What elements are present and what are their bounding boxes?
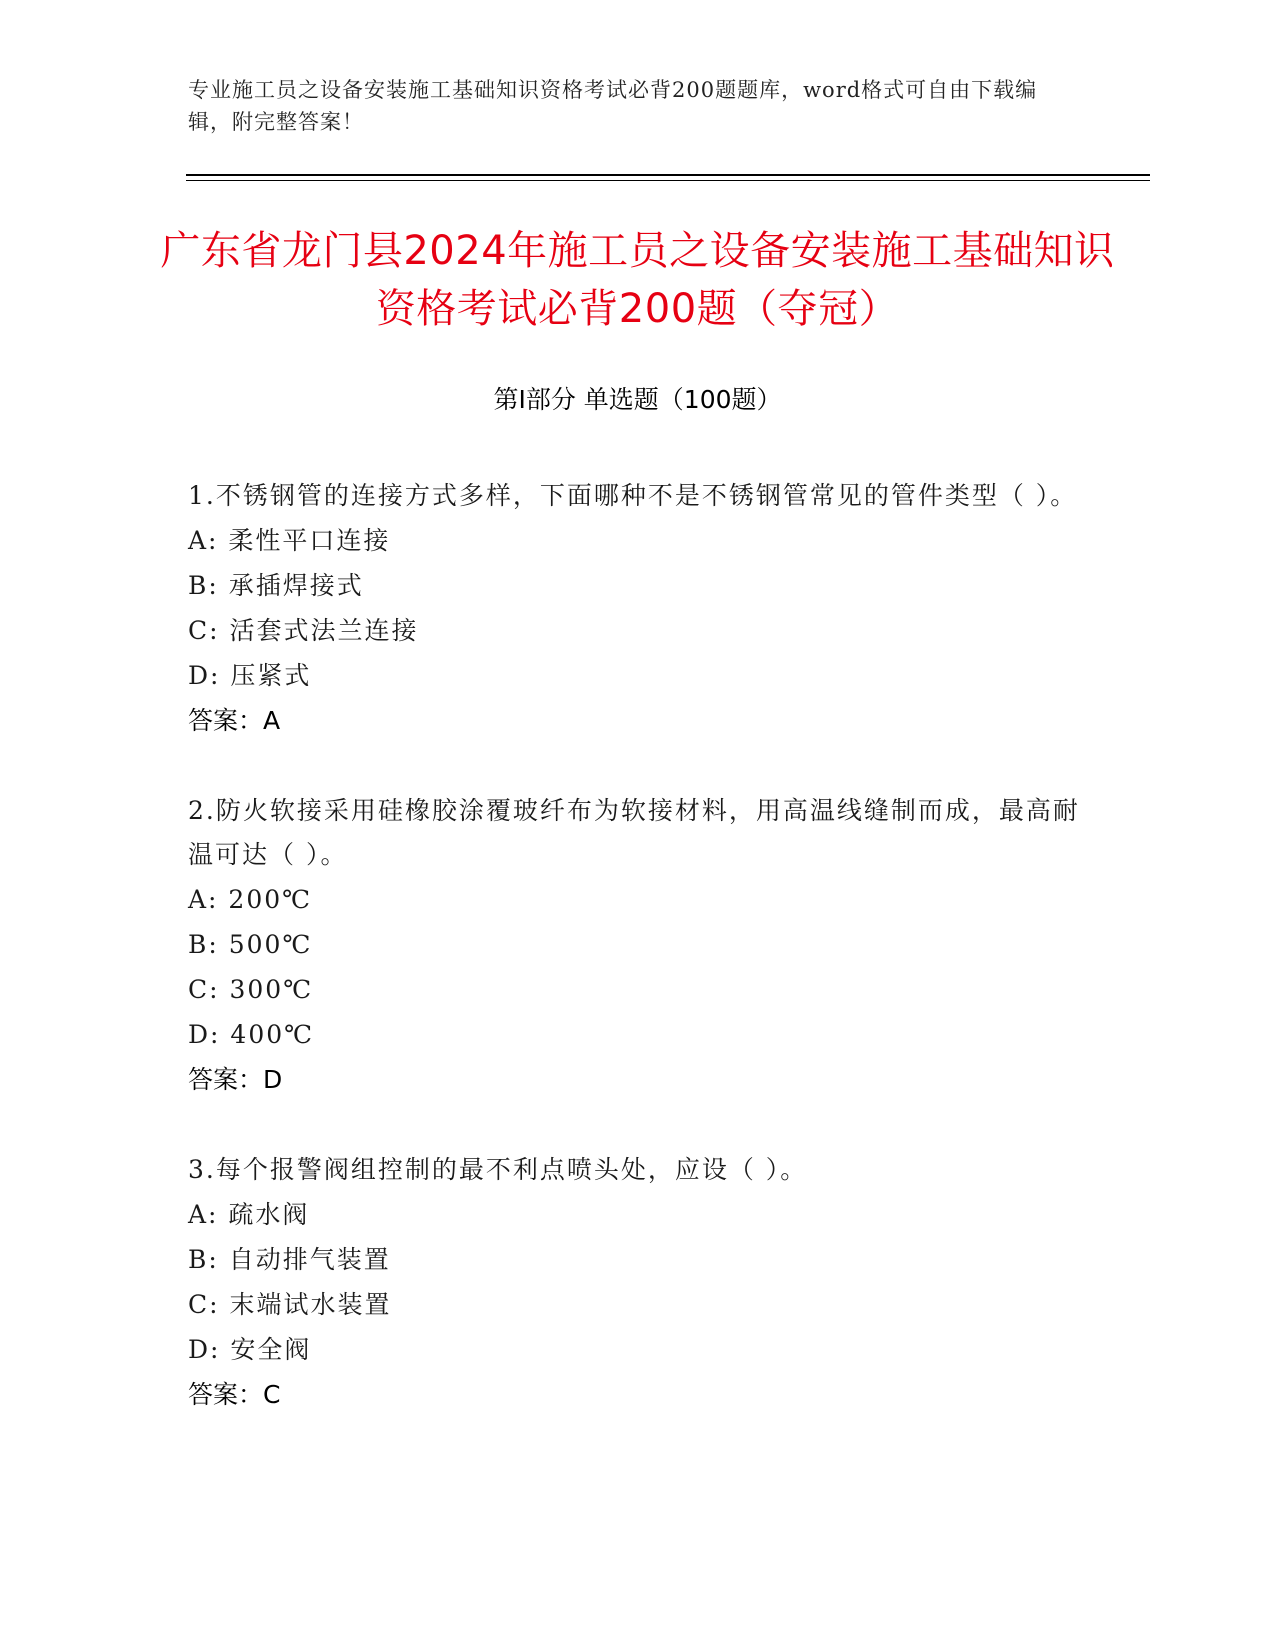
section-title: 第Ⅰ部分 单选题（100题） — [493, 385, 782, 414]
option-a: A: 200℃ — [188, 885, 313, 914]
question-stem: 2.防火软接采用硅橡胶涂覆玻纤布为软接材料，用高温线缝制而成，最高耐温可达（ ）。 — [188, 796, 1080, 869]
question-3 — [188, 1148, 1088, 1417]
header-note: 专业施工员之设备安装施工基础知识资格考试必背200题题库，word格式可自由下载编辑，附完整答案！ — [188, 78, 1038, 134]
question-2 — [188, 789, 1088, 1102]
option-b: B: 承插焊接式 — [188, 571, 364, 600]
option-d: D: 安全阀 — [188, 1335, 312, 1364]
option-c: C: 活套式法兰连接 — [188, 616, 419, 645]
option-c: C: 末端试水装置 — [188, 1290, 392, 1319]
option-b: B: 自动排气装置 — [188, 1245, 391, 1274]
question-stem: 3.每个报警阀组控制的最不利点喷头处，应设（ ）。 — [188, 1155, 808, 1184]
option-a: A: 疏水阀 — [188, 1200, 310, 1229]
header-rule-thin — [186, 180, 1150, 181]
question-list — [188, 474, 1088, 1463]
header-rule-thick — [186, 174, 1150, 176]
option-d: D: 压紧式 — [188, 661, 312, 690]
option-a: A: 柔性平口连接 — [188, 526, 391, 555]
question-stem: 1.不锈钢管的连接方式多样，下面哪种不是不锈钢管常见的管件类型（ ）。 — [188, 481, 1078, 510]
answer: 答案：A — [188, 706, 281, 735]
question-1 — [188, 474, 1088, 743]
option-c: C: 300℃ — [188, 975, 314, 1004]
option-d: D: 400℃ — [188, 1020, 315, 1049]
answer: 答案：D — [188, 1065, 283, 1094]
answer: 答案：C — [188, 1380, 281, 1409]
option-b: B: 500℃ — [188, 930, 313, 959]
document-title: 广东省龙门县2024年施工员之设备安装施工基础知识资格考试必背200题（夺冠） — [160, 228, 1115, 332]
